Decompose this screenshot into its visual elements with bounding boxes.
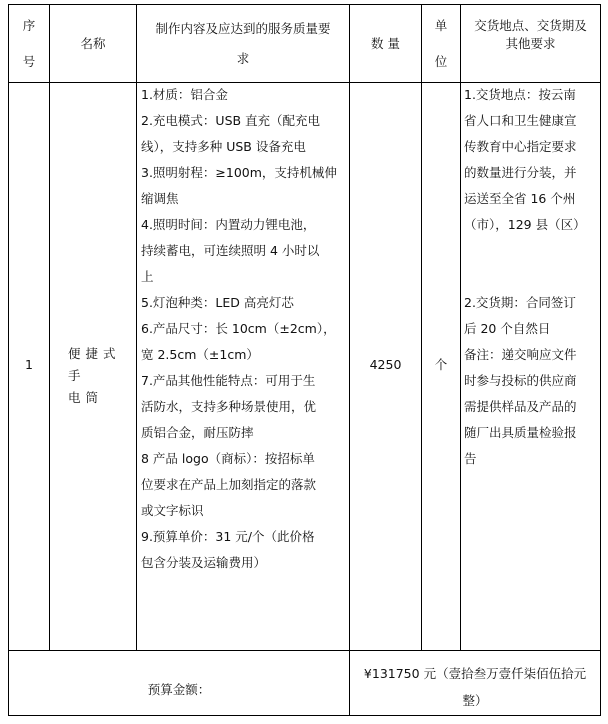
content-line: 7.产品其他性能特点：可用于生 (141, 373, 316, 388)
content-line: 8 产品 logo（商标）：按招标单 (141, 451, 315, 466)
col-divider-1 (49, 4, 50, 650)
content-line: 位要求在产品上加刻指定的落款 (141, 477, 317, 492)
content-line: 上 (141, 269, 154, 284)
row-content (141, 82, 349, 576)
header-name: 名称 (80, 35, 106, 51)
header-content: 制作内容及应达到的服务质量要 求 (155, 20, 331, 66)
content-line: 1.材质：铝合金 (141, 87, 228, 102)
content-line: 6.产品尺寸：长 10cm（±2cm）， (141, 321, 336, 336)
delivery-line: 运送至全省 16 个州 (464, 191, 576, 206)
header-unit: 单 位 (434, 17, 448, 69)
col-divider-5 (460, 4, 461, 650)
delivery-line: 后 20 个自然日 (464, 321, 551, 336)
content-line: 宽 2.5cm（±1cm） (141, 347, 259, 362)
footer-divider (8, 650, 601, 651)
content-line: 持续蓄电，可连续照明 4 小时以 (141, 243, 320, 258)
delivery-line: 随厂出具质量检验报 (464, 425, 577, 440)
row-unit: 个 (434, 357, 448, 372)
delivery-line: 省人口和卫生健康宣 (464, 113, 577, 128)
delivery-line: 传教育中心指定要求 (464, 139, 577, 154)
header-delivery: 交货地点、交货期及 其他要求 (474, 18, 587, 51)
delivery-line (464, 264, 600, 290)
content-line: 或文字标识 (141, 503, 204, 518)
content-line: 线），支持多种 USB 设备充电 (141, 139, 306, 154)
delivery-line: 时参与投标的供应商 (464, 373, 577, 388)
delivery-line: 1.交货地点：按云南 (464, 87, 576, 102)
procurement-table (8, 4, 601, 716)
budget-label: 预算金额： (147, 682, 211, 697)
delivery-line: 2.交货期：合同签订 (464, 295, 576, 310)
delivery-line: 告 (464, 451, 477, 466)
budget-amount: ¥131750 元（壹拾叁万壹仟柒佰伍拾元 整） (363, 666, 587, 708)
row-seq: 1 (25, 357, 33, 372)
row-delivery (464, 82, 600, 472)
col-divider-2 (136, 4, 137, 650)
row-quantity: 4250 (369, 357, 402, 372)
table-border-bottom (8, 715, 601, 716)
row-item-name: 便捷式手 电筒 (68, 346, 121, 405)
content-line: 质铝合金，耐压防摔 (141, 425, 254, 440)
table-border-right (600, 4, 601, 716)
delivery-line: （市），129 县（区） (464, 217, 586, 232)
col-divider-4 (421, 4, 422, 650)
content-line: 4.照明时间：内置动力锂电池， (141, 217, 316, 232)
content-line: 缩调焦 (141, 191, 179, 206)
content-line: 9.预算单价：31 元/个（此价格 (141, 529, 315, 544)
header-seq: 序 号 (22, 17, 36, 69)
content-line: 3.照明射程：≥100m，支持机械伸 (141, 165, 337, 180)
content-line: 2.充电模式：USB 直充（配充电 (141, 113, 321, 128)
content-line: 包含分装及运输费用） (141, 555, 267, 570)
header-quantity: 数 量 (371, 35, 400, 51)
content-line: 5.灯泡种类：LED 高亮灯芯 (141, 295, 294, 310)
delivery-line (464, 238, 600, 264)
delivery-line: 需提供样品及产品的 (464, 399, 577, 414)
delivery-line: 的数量进行分装，并 (464, 165, 577, 180)
delivery-line: 备注：递交响应文件 (464, 347, 577, 362)
content-line: 活防水，支持多种场景使用，优 (141, 399, 317, 414)
